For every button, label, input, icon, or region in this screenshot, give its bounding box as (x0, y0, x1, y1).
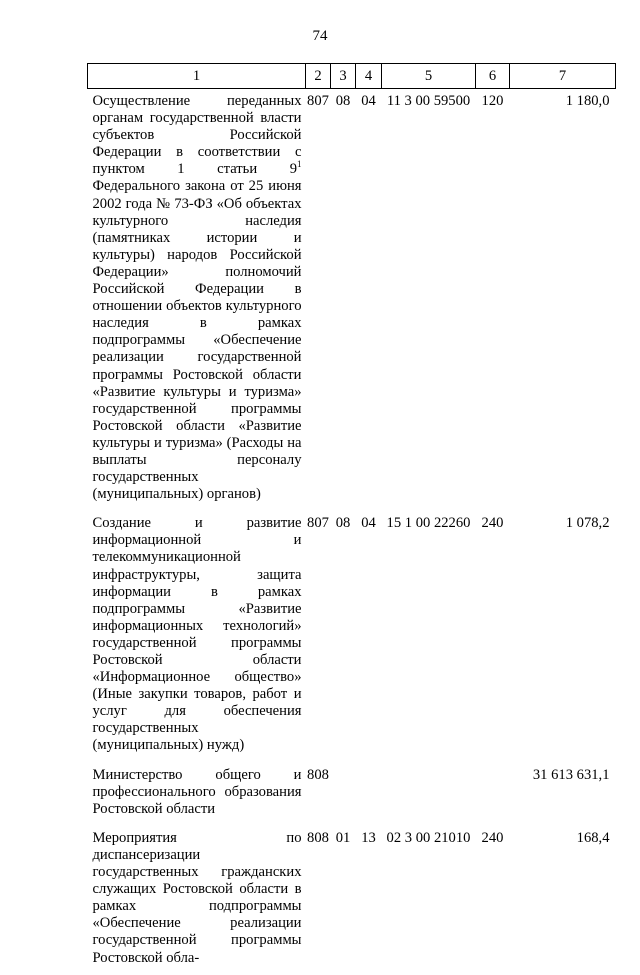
target-item-code: 15 1 00 22260 (386, 515, 471, 532)
expense-type-code: 240 (481, 515, 504, 532)
expense-type-code: 240 (481, 829, 504, 846)
subsection-code (356, 763, 382, 826)
column-header: 6 (476, 64, 510, 89)
expense-type-code: 120 (481, 93, 504, 109)
amount: 1 180,0 (565, 93, 610, 109)
section-code (331, 763, 356, 826)
amount: 168,4 (576, 829, 610, 846)
column-header: 3 (331, 64, 356, 89)
section-code: 08 (335, 515, 351, 532)
ministry-code: 807 (307, 515, 329, 532)
ministry-code: 807 (307, 93, 329, 109)
row-name (88, 89, 306, 512)
column-header: 2 (306, 64, 331, 89)
target-item-code: 11 3 00 59500 (386, 93, 471, 109)
table-row (88, 89, 616, 512)
row-name: Мероприятия по диспансеризации государственных гражданских служащих Ростовской области в рамках подпрограммы «Обеспечение реализации государственной программы Ростовской обла- (92, 829, 302, 966)
page-number: 74 (312, 28, 328, 44)
budget-table (87, 63, 616, 975)
table-row (88, 826, 616, 975)
subsection-code: 04 (361, 93, 376, 109)
subsection-code: 04 (361, 515, 376, 532)
amount: 31 613 631,1 (532, 766, 610, 783)
column-header: 4 (356, 64, 382, 89)
table-row (88, 763, 616, 826)
row-name: Создание и развитие информационной и телекоммуникационной инфраструктуры, защита информации в рамках подпрограммы «Развитие информационных технологий» государственной программы Ростовской области «Информационное общество» (Иные закупки товаров, работ и услуг для обеспечения государственных (муниципальных) нужд) (92, 515, 302, 754)
ministry-code: 808 (307, 829, 329, 846)
column-header: 1 (88, 64, 306, 89)
column-header: 7 (510, 64, 616, 89)
expense-type-code (476, 763, 510, 826)
target-item-code: 02 3 00 21010 (386, 829, 471, 846)
superscript: 1 (297, 159, 302, 170)
table-row (88, 511, 616, 762)
row-name-part: Осуществление переданных органам государственной власти субъектов Российской Федерации в соответствии с пунктом 1 статьи 9 (92, 93, 302, 178)
ministry-code: 808 (307, 766, 329, 783)
target-item-code (382, 763, 476, 826)
row-name: Министерство общего и профессионального образования Ростовской области (92, 766, 302, 817)
table-header-row (88, 64, 616, 89)
section-code: 08 (335, 93, 351, 109)
section-code: 01 (335, 829, 351, 846)
row-name-part: Федерального закона от 25 июня 2002 года № 73-ФЗ «Об объектах культурного наследия (памятниках истории и культуры) народов Российской Федерации» полномочий Российской Федерации в отношении объектов культурного наследия в рамках подпрограммы «Обеспечение реализации государственной программы Ростовской области «Развитие культуры и туризма» государственной программы Ростовской области «Развитие культуры и туризма» (Расходы на выплаты персоналу государственных (муниципальных) органов) (92, 178, 302, 503)
column-header: 5 (382, 64, 476, 89)
amount: 1 078,2 (565, 515, 610, 532)
subsection-code: 13 (361, 829, 376, 846)
